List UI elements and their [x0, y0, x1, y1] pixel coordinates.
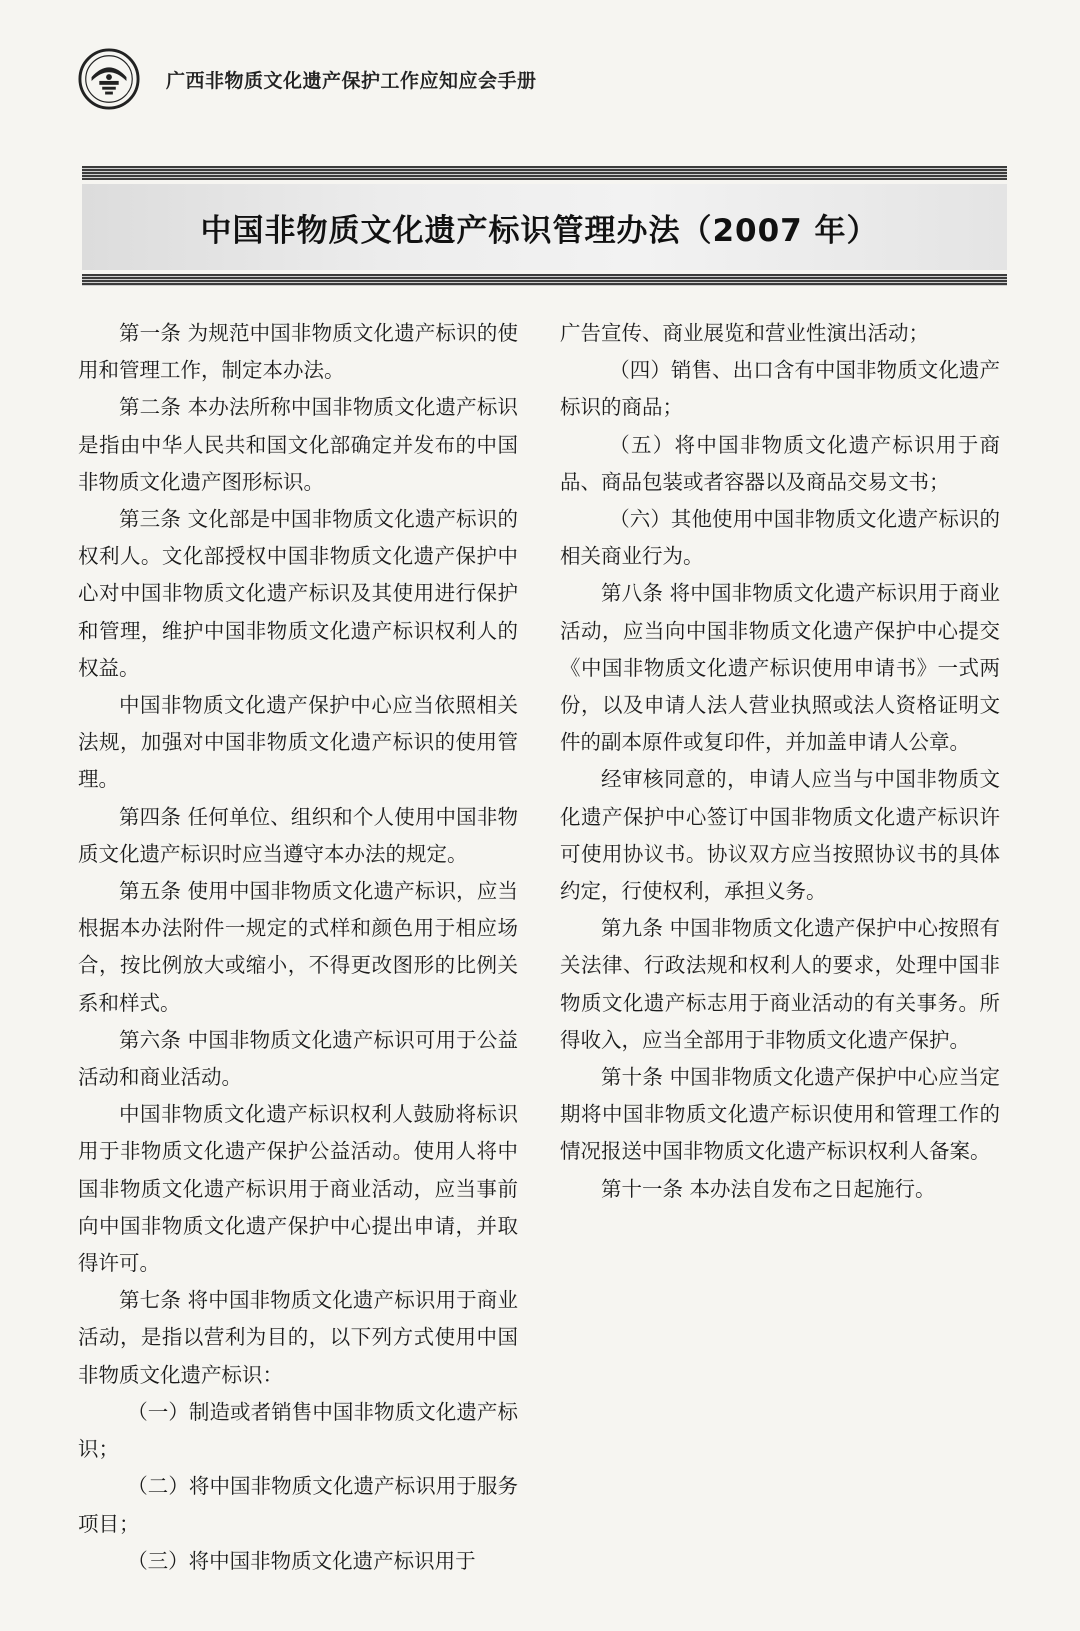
paragraph: 第二条 本办法所称中国非物质文化遗产标识是指由中华人民共和国文化部确定并发布的中国非物质文化遗产图形标识。 [78, 395, 518, 494]
paragraph: （一）制造或者销售中国非物质文化遗产标识； [78, 1399, 518, 1462]
page-header [78, 44, 537, 114]
paragraph: 第九条 中国非物质文化遗产保护中心按照有关法律、行政法规和权利人的要求，处理中国非物质文化遗产标志用于商业活动的有关事务。所得收入，应当全部用于非物质文化遗产保护。 [560, 916, 1000, 1052]
rule-top [82, 166, 1007, 180]
paragraph: （六）其他使用中国非物质文化遗产标识的相关商业行为。 [560, 507, 1000, 569]
paragraph: （四）销售、出口含有中国非物质文化遗产标识的商品； [560, 358, 1000, 420]
paragraph: 第四条 任何单位、组织和个人使用中国非物质文化遗产标识时应当遵守本办法的规定。 [78, 804, 518, 866]
document-title: 中国非物质文化遗产标识管理办法（2007 年） [200, 212, 879, 249]
paragraph: （三）将中国非物质文化遗产标识用于 [127, 1548, 476, 1573]
paragraph: 广告宣传、商业展览和营业性演出活动； [560, 321, 929, 345]
paragraph: 第十条 中国非物质文化遗产保护中心应当定期将中国非物质文化遗产标识使用和管理工作的情况报送中国非物质文化遗产标识权利人备案。 [560, 1065, 1000, 1164]
running-title: 广西非物质文化遗产保护工作应知应会手册 [166, 69, 537, 92]
heritage-logo-icon [78, 48, 140, 110]
paragraph: 第六条 中国非物质文化遗产标识可用于公益活动和商业活动。 [78, 1027, 518, 1090]
right-column [560, 315, 1000, 1208]
paragraph: （二）将中国非物质文化遗产标识用于服务项目； [78, 1474, 518, 1536]
left-column [78, 315, 518, 1580]
paragraph: 第七条 将中国非物质文化遗产标识用于商业活动，是指以营利为目的，以下列方式使用中国非物质文化遗产标识： [78, 1288, 518, 1387]
paragraph: 中国非物质文化遗产标识权利人鼓励将标识用于非物质文化遗产保护公益活动。使用人将中国非物质文化遗产标识用于商业活动，应当事前向中国非物质文化遗产保护中心提出申请，并取得许可。 [78, 1102, 518, 1276]
paragraph: 第八条 将中国非物质文化遗产标识用于商业活动，应当向中国非物质文化遗产保护中心提交《中国非物质文化遗产标识使用申请书》一式两份，以及申请人法人营业执照或法人资格证明文件的副本原件或复印件，并加盖申请人公章。 [560, 581, 1000, 755]
title-box [82, 184, 1007, 270]
paragraph: 经审核同意的，申请人应当与中国非物质文化遗产保护中心签订中国非物质文化遗产标识许可使用协议书。协议双方应当按照协议书的具体约定，行使权利，承担义务。 [560, 767, 1000, 904]
rule-bottom [82, 274, 1007, 286]
title-band [82, 166, 1007, 286]
paragraph: 第十一条 本办法自发布之日起施行。 [601, 1176, 936, 1201]
paragraph: 第三条 文化部是中国非物质文化遗产标识的权利人。文化部授权中国非物质文化遗产保护中心对中国非物质文化遗产标识及其使用进行保护和管理，维护中国非物质文化遗产标识权利人的权益。 [78, 507, 518, 680]
paragraph: 中国非物质文化遗产保护中心应当依照相关法规，加强对中国非物质文化遗产标识的使用管理。 [78, 693, 518, 792]
paragraph: （五）将中国非物质文化遗产标识用于商品、商品包装或者容器以及商品交易文书； [560, 432, 1000, 494]
paragraph: 第五条 使用中国非物质文化遗产标识，应当根据本办法附件一规定的式样和颜色用于相应场合，按比例放大或缩小，不得更改图形的比例关系和样式。 [78, 879, 518, 1015]
paragraph: 第一条 为规范中国非物质文化遗产标识的使用和管理工作，制定本办法。 [78, 321, 518, 383]
